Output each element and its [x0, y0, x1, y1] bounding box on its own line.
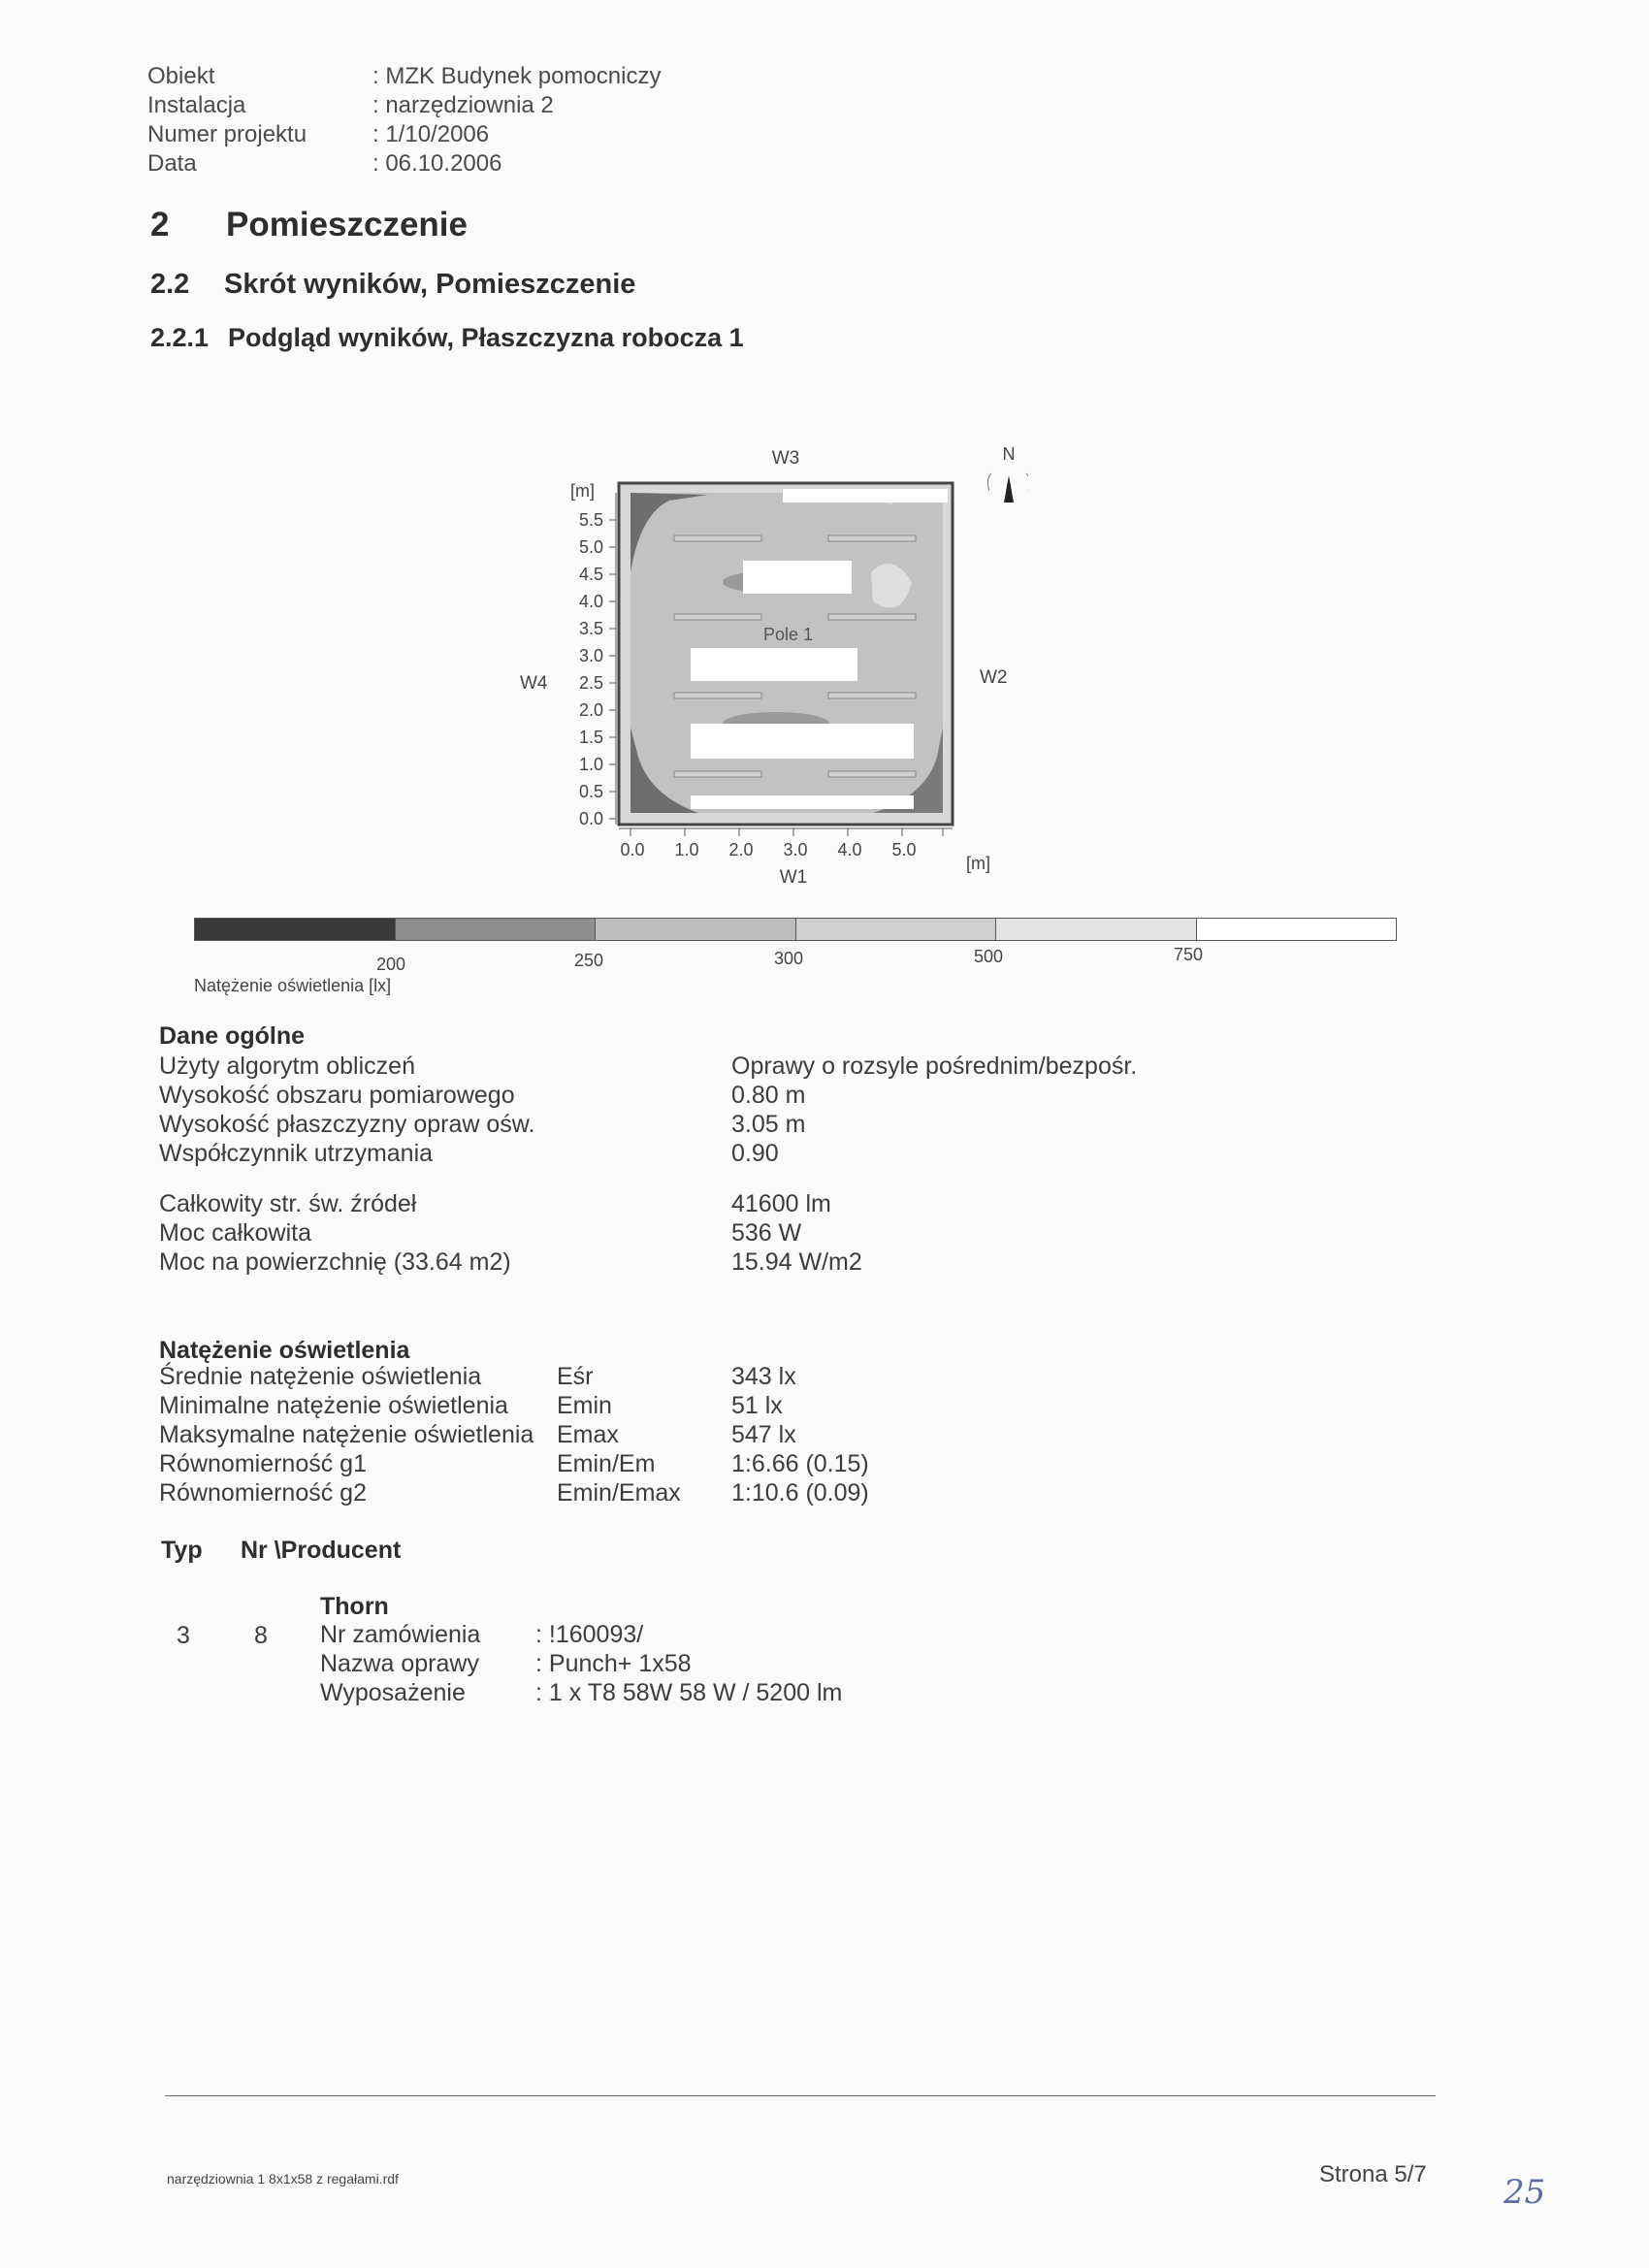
general-row: Użyty algorytm obliczeń Oprawy o rozsyle pośrednim/bezpośr.	[159, 1053, 1138, 1080]
subsubsection-heading: 2.2.1 Podgląd wyników, Płaszczyzna robocza 1	[150, 323, 744, 352]
general-row: Całkowity str. św. źródeł 41600 lm	[159, 1190, 831, 1217]
scale-segment	[996, 919, 1197, 940]
shelf	[691, 724, 914, 759]
header-row: Data : 06.10.2006	[147, 150, 502, 177]
illum-row: Średnie natężenie oświetlenia Eśr 343 lx	[159, 1363, 796, 1390]
header-row: Obiekt : MZK Budynek pomocniczy	[147, 63, 662, 89]
x-tick: 3.0	[783, 840, 808, 859]
luminaire-type: 3	[177, 1622, 190, 1649]
scale-tick: 300	[774, 949, 804, 968]
wall-bottom-label: W1	[779, 867, 808, 888]
x-tick: 1.0	[674, 840, 699, 859]
y-tick: 1.5	[578, 728, 603, 747]
luminaire-count: 8	[254, 1622, 268, 1649]
illum-table	[159, 1362, 869, 1507]
y-tick-labels	[579, 510, 603, 828]
x-tick-marks	[630, 828, 943, 836]
header-row: Numer projektu : 1/10/2006	[147, 121, 490, 147]
illum-title: Natężenie oświetlenia	[159, 1337, 410, 1364]
header-row: Instalacja : narzędziownia 2	[147, 92, 554, 118]
y-tick: 5.0	[578, 537, 603, 557]
shelf	[743, 561, 852, 594]
footer-filename: narzędziownia 1 8x1x58 z regałami.rdf	[167, 2171, 399, 2187]
wall-right-label: W2	[980, 667, 1008, 688]
x-tick: 5.0	[891, 840, 917, 859]
luminaire-row: Nazwa oprawy : Punch+ 1x58	[320, 1650, 692, 1677]
y-axis-unit: [m]	[570, 481, 595, 501]
luminaire-producer: Thorn	[320, 1593, 389, 1620]
luminaire-row: Wyposażenie : 1 x T8 58W 58 W / 5200 lm	[320, 1679, 843, 1706]
x-tick-labels	[620, 840, 916, 859]
footer-rule	[165, 2095, 1436, 2096]
window-opening	[783, 489, 948, 502]
x-tick: 2.0	[728, 840, 754, 859]
luminaire	[828, 693, 916, 698]
y-tick: 4.5	[578, 565, 603, 584]
y-tick-marks	[609, 520, 616, 819]
general-title: Dane ogólne	[159, 1022, 306, 1050]
scale-segment	[596, 919, 796, 940]
scale-tick: 200	[376, 955, 406, 974]
luminaire	[674, 535, 761, 541]
x-axis-unit: [m]	[966, 854, 990, 873]
scale-segment	[796, 919, 997, 940]
y-tick: 1.0	[578, 755, 603, 774]
x-tick: 4.0	[837, 840, 862, 859]
north-arrow-icon	[987, 473, 1028, 502]
color-scale-bar	[194, 918, 1397, 941]
shelf	[691, 795, 914, 809]
general-row: Moc całkowita 536 W	[159, 1219, 802, 1247]
handwritten-page-number: 25	[1504, 2173, 1546, 2212]
y-tick: 2.0	[578, 700, 603, 720]
luminaire	[828, 771, 916, 777]
luminaire	[828, 614, 916, 620]
section-heading: 2 Pomieszczenie	[150, 206, 468, 243]
y-tick: 0.0	[578, 809, 603, 828]
scale-segment	[1197, 919, 1397, 940]
scale-tick: 500	[974, 947, 1004, 966]
page-number: Strona 5/7	[1319, 2161, 1427, 2187]
y-tick: 4.0	[578, 592, 603, 611]
header-block	[147, 62, 661, 178]
subsection-heading: 2.2 Skrót wyników, Pomieszczenie	[150, 269, 636, 300]
y-tick: 2.5	[578, 673, 603, 693]
x-tick: 0.0	[620, 840, 645, 859]
general-row: Wysokość obszaru pomiarowego 0.80 m	[159, 1082, 806, 1109]
scale-tick: 750	[1174, 945, 1204, 964]
luminaire-row: Nr zamówienia : !160093/	[320, 1621, 644, 1648]
luminaire	[674, 614, 761, 620]
y-tick: 0.5	[578, 782, 603, 801]
luminaire	[674, 693, 761, 698]
luminaire	[674, 771, 761, 777]
scale-tick: 250	[574, 951, 604, 970]
wall-left-label: W4	[520, 673, 548, 694]
y-tick: 3.0	[578, 646, 603, 665]
shelf	[691, 648, 857, 681]
general-row: Wysokość płaszczyzny opraw ośw. 3.05 m	[159, 1111, 806, 1138]
wall-top-label: W3	[771, 448, 800, 469]
illum-row: Równomierność g1 Emin/Em 1:6.66 (0.15)	[159, 1450, 869, 1477]
scale-title: Natężenie oświetlenia [lx]	[194, 976, 392, 995]
luminaire	[828, 535, 916, 541]
field-label: Pole 1	[763, 625, 814, 644]
illum-row: Maksymalne natężenie oświetlenia Emax 547 lx	[159, 1421, 796, 1448]
y-tick: 5.5	[578, 510, 603, 530]
scale-segment	[195, 919, 396, 940]
general-table	[159, 1052, 1137, 1168]
north-label: N	[1002, 444, 1016, 464]
isolux-plan	[485, 437, 1028, 902]
scale-segment	[396, 919, 597, 940]
y-tick: 3.5	[578, 619, 603, 638]
luminaire-header: Typ Nr \Producent	[161, 1537, 402, 1564]
illum-row: Minimalne natężenie oświetlenia Emin 51 lx	[159, 1392, 783, 1419]
general-row: Współczynnik utrzymania 0.90	[159, 1140, 779, 1167]
general-row: Moc na powierzchnię (33.64 m2) 15.94 W/m2	[159, 1248, 862, 1276]
general-table-2	[159, 1189, 862, 1277]
illum-row: Równomierność g2 Emin/Emax 1:10.6 (0.09)	[159, 1479, 869, 1507]
luminaire-details	[320, 1620, 842, 1707]
